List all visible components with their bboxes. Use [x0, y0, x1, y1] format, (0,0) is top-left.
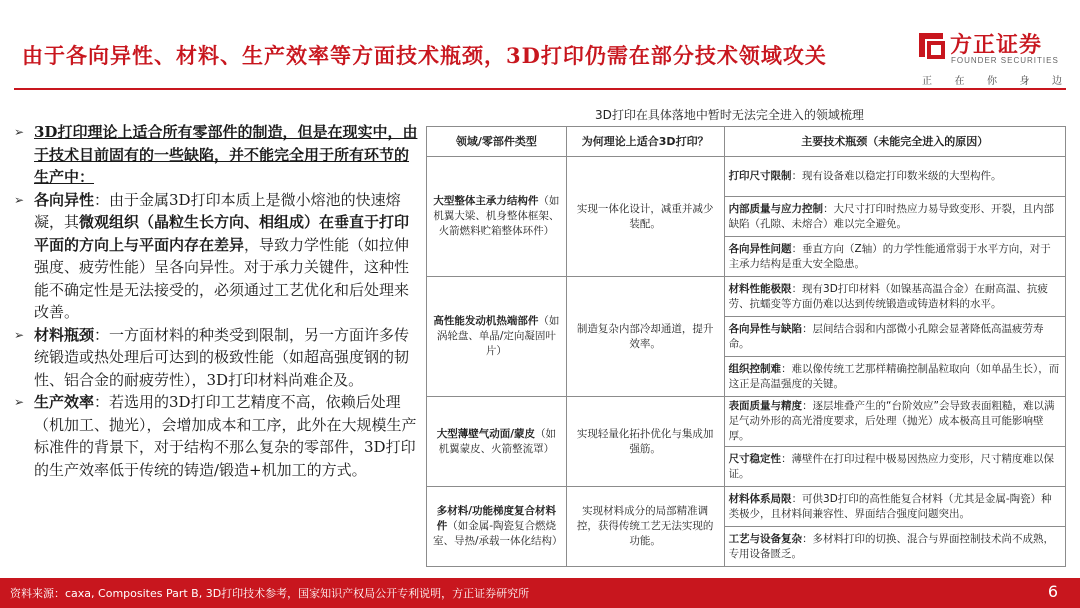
domain-name: 多材料/功能梯度复合材料件 — [436, 505, 557, 532]
bottleneck-label: 组织控制难 — [728, 362, 782, 375]
bottleneck-cell — [724, 157, 1065, 197]
table-row — [427, 487, 1066, 527]
bottleneck-table — [426, 126, 1066, 567]
footer-bar — [0, 578, 1080, 608]
arrow-bullet-icon: ➢ — [14, 125, 25, 139]
logo-mark-icon — [916, 30, 946, 60]
domain-cell — [427, 397, 567, 487]
arrow-bullet-icon: ➢ — [14, 327, 25, 342]
slogan-char: 身 — [1019, 76, 1030, 87]
bullet-point — [14, 121, 418, 189]
domain-cell — [427, 277, 567, 397]
left-text-panel — [14, 121, 418, 481]
bullet-label: 材料瓶颈 — [34, 325, 95, 344]
bottleneck-label: 表面质量与精度 — [728, 400, 803, 412]
bottleneck-text: ：多材料打印的切换、混合与界面控制技术尚不成熟，专用设备匮乏。 — [728, 532, 1055, 560]
table-row — [427, 397, 1066, 447]
slogan-char: 在 — [954, 76, 965, 87]
why-cell: 实现轻量化拓扑优化与集成加强筋。 — [566, 397, 724, 487]
header-bottleneck: 主要技术瓶颈（未能完全进入的原因） — [724, 127, 1065, 157]
bottleneck-cell — [724, 397, 1065, 447]
arrow-bullet-icon: ➢ — [14, 395, 25, 409]
page-number: 6 — [1047, 582, 1058, 601]
bottleneck-label: 尺寸稳定性 — [728, 452, 782, 465]
bottleneck-text: ：现有3D打印材料（如镍基高温合金）在耐高温、抗疲劳、抗蠕变等方面仍难以达到传统锻造或铸造材料的水平。 — [728, 282, 1048, 310]
source-note: 资料来源：caxa, Composites Part B, 3D打印技术参考，国家知识产权局公开专利说明，方正证券研究所 — [10, 587, 530, 600]
why-cell: 实现材料成分的局部精准调控，获得传统工艺无法实现的功能。 — [566, 487, 724, 567]
bottleneck-text: ：大尺寸打印时热应力易导致变形、开裂，且内部缺陷（孔隙、未熔合）难以完全避免。 — [728, 202, 1055, 230]
bottleneck-text: ：层间结合弱和内部微小孔隙会显著降低高温疲劳寿命。 — [728, 322, 1044, 350]
bottleneck-cell — [724, 527, 1065, 567]
slogan-char: 边 — [1052, 76, 1062, 87]
bottleneck-text: ：现有设备难以稳定打印数米级的大型构件。 — [791, 170, 1002, 182]
bottleneck-cell — [724, 237, 1065, 277]
bullet-label: 生产效率 — [34, 393, 95, 411]
table-caption: 3D打印在具体落地中暂时无法完全进入的领域梳理 — [595, 108, 864, 122]
bullet-text: ，导致力学性能（如拉伸强度、疲劳性能）呈各向异性。对于承力关键件，这种性能不确定性是无法接受的，必须通过工艺优化和后处理来改善。 — [34, 235, 410, 321]
domain-name: 大型薄壁气动面/蒙皮 — [436, 427, 536, 440]
domain-cell — [427, 487, 567, 567]
logo-slogan — [922, 72, 1062, 87]
bottleneck-text: ：难以像传统工艺那样精确控制晶粒取向（如单晶生长），而这正是高温强度的关键。 — [728, 362, 1060, 390]
table-row — [427, 277, 1066, 317]
arrow-bullet-icon: ➢ — [14, 192, 25, 207]
table-row — [427, 157, 1066, 197]
bottleneck-text: ：逐层堆叠产生的“台阶效应”会导致表面粗糙，难以满足气动外形的高光滑度要求，后处理（抛光）成本极高且可能影响壁厚。 — [728, 400, 1055, 442]
why-cell: 实现一体化设计，减重并减少装配。 — [566, 157, 724, 277]
bullet-point — [14, 391, 418, 481]
slogan-char: 正 — [922, 76, 932, 87]
logo-name-cn: 方正证券 — [950, 33, 1043, 58]
bullet-text: ：一方面材料的种类受到限制，另一方面许多传统锻造或热处理后可达到的极致性能（如超高强度钢的韧性、铝合金的耐疲劳性），3D打印材料尚难企及。 — [34, 325, 410, 389]
bottleneck-cell — [724, 317, 1065, 357]
bottleneck-label: 各向异性问题 — [728, 242, 792, 255]
intro-statement: 3D打印理论上适合所有零部件的制造，但是在现实中，由于技术目前固有的一些缺陷，并不能完全用于所有环节的生产中： — [34, 123, 418, 186]
bottleneck-text: ：可供3D打印的高性能复合材料（尤其是金属-陶瓷）种类极少，且材料间兼容性、界面结合强度问题突出。 — [728, 492, 1052, 520]
bottleneck-cell — [724, 277, 1065, 317]
logo-name-en: FOUNDER SECURITIES — [951, 56, 1059, 65]
slogan-char: 你 — [987, 76, 997, 87]
bottleneck-label: 打印尺寸限制 — [728, 170, 792, 182]
why-cell: 制造复杂内部冷却通道，提升效率。 — [566, 277, 724, 397]
bottleneck-text: ：垂直方向（Z轴）的力学性能通常弱于水平方向，对于主承力结构是重大安全隐患。 — [728, 242, 1051, 270]
domain-note: （如机翼蒙皮、火箭整流罩） — [438, 427, 557, 455]
bullet-point — [14, 324, 418, 392]
bottleneck-text: ：薄壁件在打印过程中极易因热应力变形，尺寸精度难以保证。 — [728, 452, 1055, 480]
bottleneck-cell — [724, 197, 1065, 237]
bullet-text: ：由于金属3D打印本质上是微小熔池的快速熔凝，其 — [34, 190, 401, 231]
bottleneck-label: 各向异性与缺陷 — [728, 322, 803, 335]
bottleneck-label: 材料性能极限 — [728, 282, 792, 295]
bullet-text: ：若选用的3D打印工艺精度不高，依赖后处理（机加工、抛光），会增加成本和工序，此外在大规模生产标准件的背景下，对于结构不那么复杂的零部件，3D打印的生产效率低于传统的铸造/锻造+机加工的方式。 — [34, 393, 417, 479]
bullet-label: 各向异性 — [34, 190, 95, 209]
header-domain: 领域/零部件类型 — [427, 127, 567, 157]
title-divider — [14, 88, 1066, 90]
domain-cell — [427, 157, 567, 277]
bottleneck-label: 工艺与设备复杂 — [728, 532, 803, 545]
bullet-emphasis: 微观组织（晶粒生长方向、相组成）在垂直于打印平面的方向上与平面内存在差异 — [34, 213, 410, 254]
domain-name: 高性能发动机热端部件 — [433, 315, 539, 327]
domain-note: （如机翼大梁、机身整体框架、火箭燃料贮箱整体环件） — [433, 195, 560, 237]
table-header-row — [427, 127, 1066, 157]
bottleneck-cell — [724, 357, 1065, 397]
domain-note: （如金属-陶瓷复合燃烧室、导热/承载一体化结构） — [433, 520, 563, 547]
domain-name: 大型整体主承力结构件 — [433, 195, 539, 207]
header-why: 为何理论上适合3D打印？ — [566, 127, 724, 157]
bottleneck-cell — [724, 487, 1065, 527]
domain-note: （如涡轮盘、单晶/定向凝固叶片） — [436, 315, 560, 357]
bottleneck-cell — [724, 447, 1065, 487]
bullet-point — [14, 189, 418, 324]
founder-securities-logo — [916, 26, 1066, 86]
page-title: 由于各向异性、材料、生产效率等方面技术瓶颈，3D打印仍需在部分技术领域攻关 — [22, 43, 827, 68]
bottleneck-label: 内部质量与应力控制 — [728, 202, 824, 215]
bottleneck-label: 材料体系局限 — [728, 492, 792, 505]
